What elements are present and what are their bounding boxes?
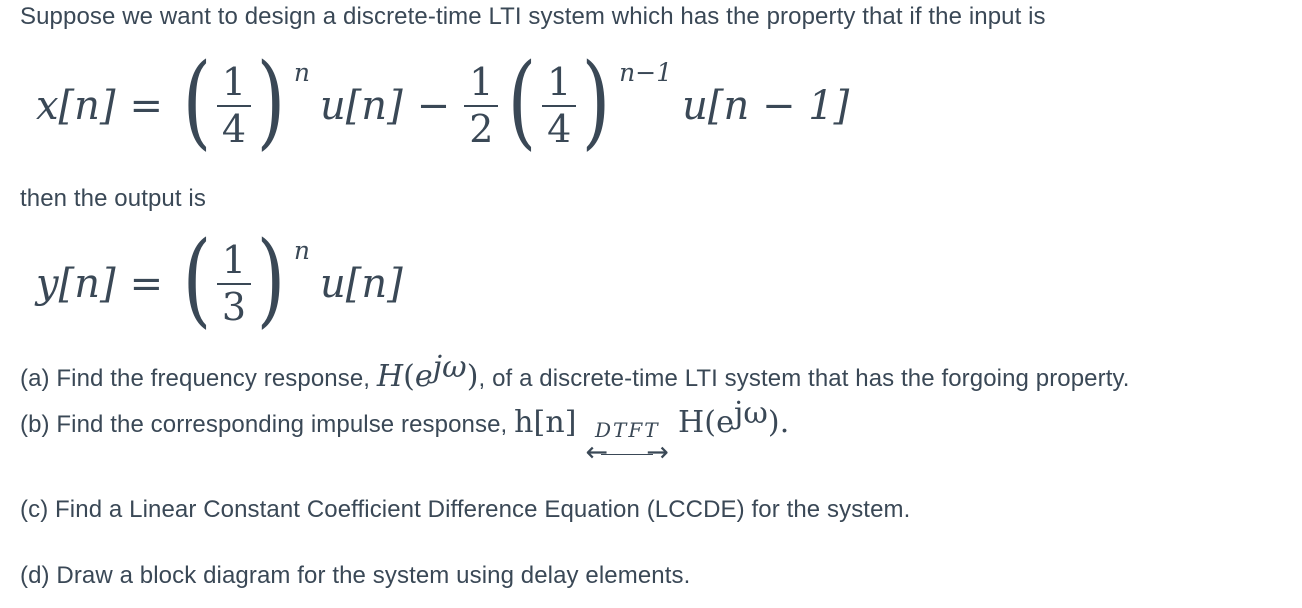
fraction-denominator: 4: [542, 105, 576, 150]
minus-sign: −: [416, 83, 451, 129]
formula-y-lhs: y[n]: [36, 261, 116, 307]
fraction-one-third: [217, 237, 251, 329]
close-paren: ): [256, 220, 286, 339]
unit-step-term: u[n]: [319, 261, 403, 307]
formula-x-lhs: x[n]: [36, 83, 116, 129]
dtft-label: DTFT: [594, 418, 660, 442]
open-paren: (: [182, 42, 212, 161]
leftrightarrow-icon: [585, 437, 670, 468]
part-a-text-suffix: , of a discrete-time LTI system that has the forgoing property.: [478, 365, 1130, 392]
exponent-n: n: [293, 58, 310, 87]
part-b-question: [20, 396, 1302, 468]
intro-text: Suppose we want to design a discrete-time LTI system which has the property that if the input is: [20, 3, 1046, 30]
euler-e: e: [414, 359, 433, 394]
close-paren: ): [466, 359, 479, 394]
coefficient-one-half: [464, 59, 498, 151]
fraction-numerator: 1: [547, 59, 572, 104]
output-signal-formula: [36, 220, 1302, 339]
open-paren: (: [403, 359, 415, 394]
unit-step-term: u[n]: [319, 83, 403, 129]
arrow-right-head-icon: →: [646, 437, 670, 468]
freq-response-H: H: [376, 359, 404, 394]
arrow-left-head-icon: ←: [585, 437, 609, 468]
exponent-n: n: [293, 236, 310, 265]
equals-sign: =: [129, 261, 164, 307]
then-output-text: then the output is: [20, 185, 206, 212]
fraction-numerator: 1: [221, 59, 247, 104]
dtft-transform-pair: [585, 418, 670, 468]
fraction-denominator: 2: [464, 105, 498, 150]
exponent-j-omega: jω: [432, 350, 467, 385]
equals-sign: =: [129, 83, 164, 129]
close-paren: ): [581, 42, 611, 161]
part-a-question: [20, 350, 1302, 396]
freq-response-H-roman: H(e: [678, 405, 734, 440]
part-d-question: (d) Draw a block diagram for the system using delay elements.: [20, 562, 691, 589]
close-paren-period: ).: [767, 405, 790, 440]
exponent-n-minus-1: n−1: [619, 58, 673, 87]
open-paren: (: [507, 42, 537, 161]
input-signal-formula: [36, 42, 1302, 161]
close-paren: ): [256, 42, 286, 161]
part-a-text-prefix: (a) Find the frequency response,: [20, 365, 377, 392]
fraction-numerator: 1: [469, 59, 494, 104]
arrow-shaft: [601, 454, 653, 455]
fraction-numerator: 1: [221, 237, 247, 282]
fraction-denominator: 3: [217, 283, 251, 328]
delayed-unit-step-term: u[n − 1]: [682, 83, 850, 129]
part-b-text-prefix: (b) Find the corresponding impulse response,: [20, 411, 515, 438]
fraction-one-fourth: [217, 59, 251, 151]
part-c-question: (c) Find a Linear Constant Coefficient Difference Equation (LCCDE) for the system.: [20, 496, 911, 523]
exponent-j-omega: jω: [733, 396, 768, 431]
impulse-response-h: h[n]: [514, 405, 577, 440]
fraction-denominator: 4: [217, 105, 251, 150]
fraction-one-fourth: [542, 59, 576, 151]
open-paren: (: [182, 220, 212, 339]
